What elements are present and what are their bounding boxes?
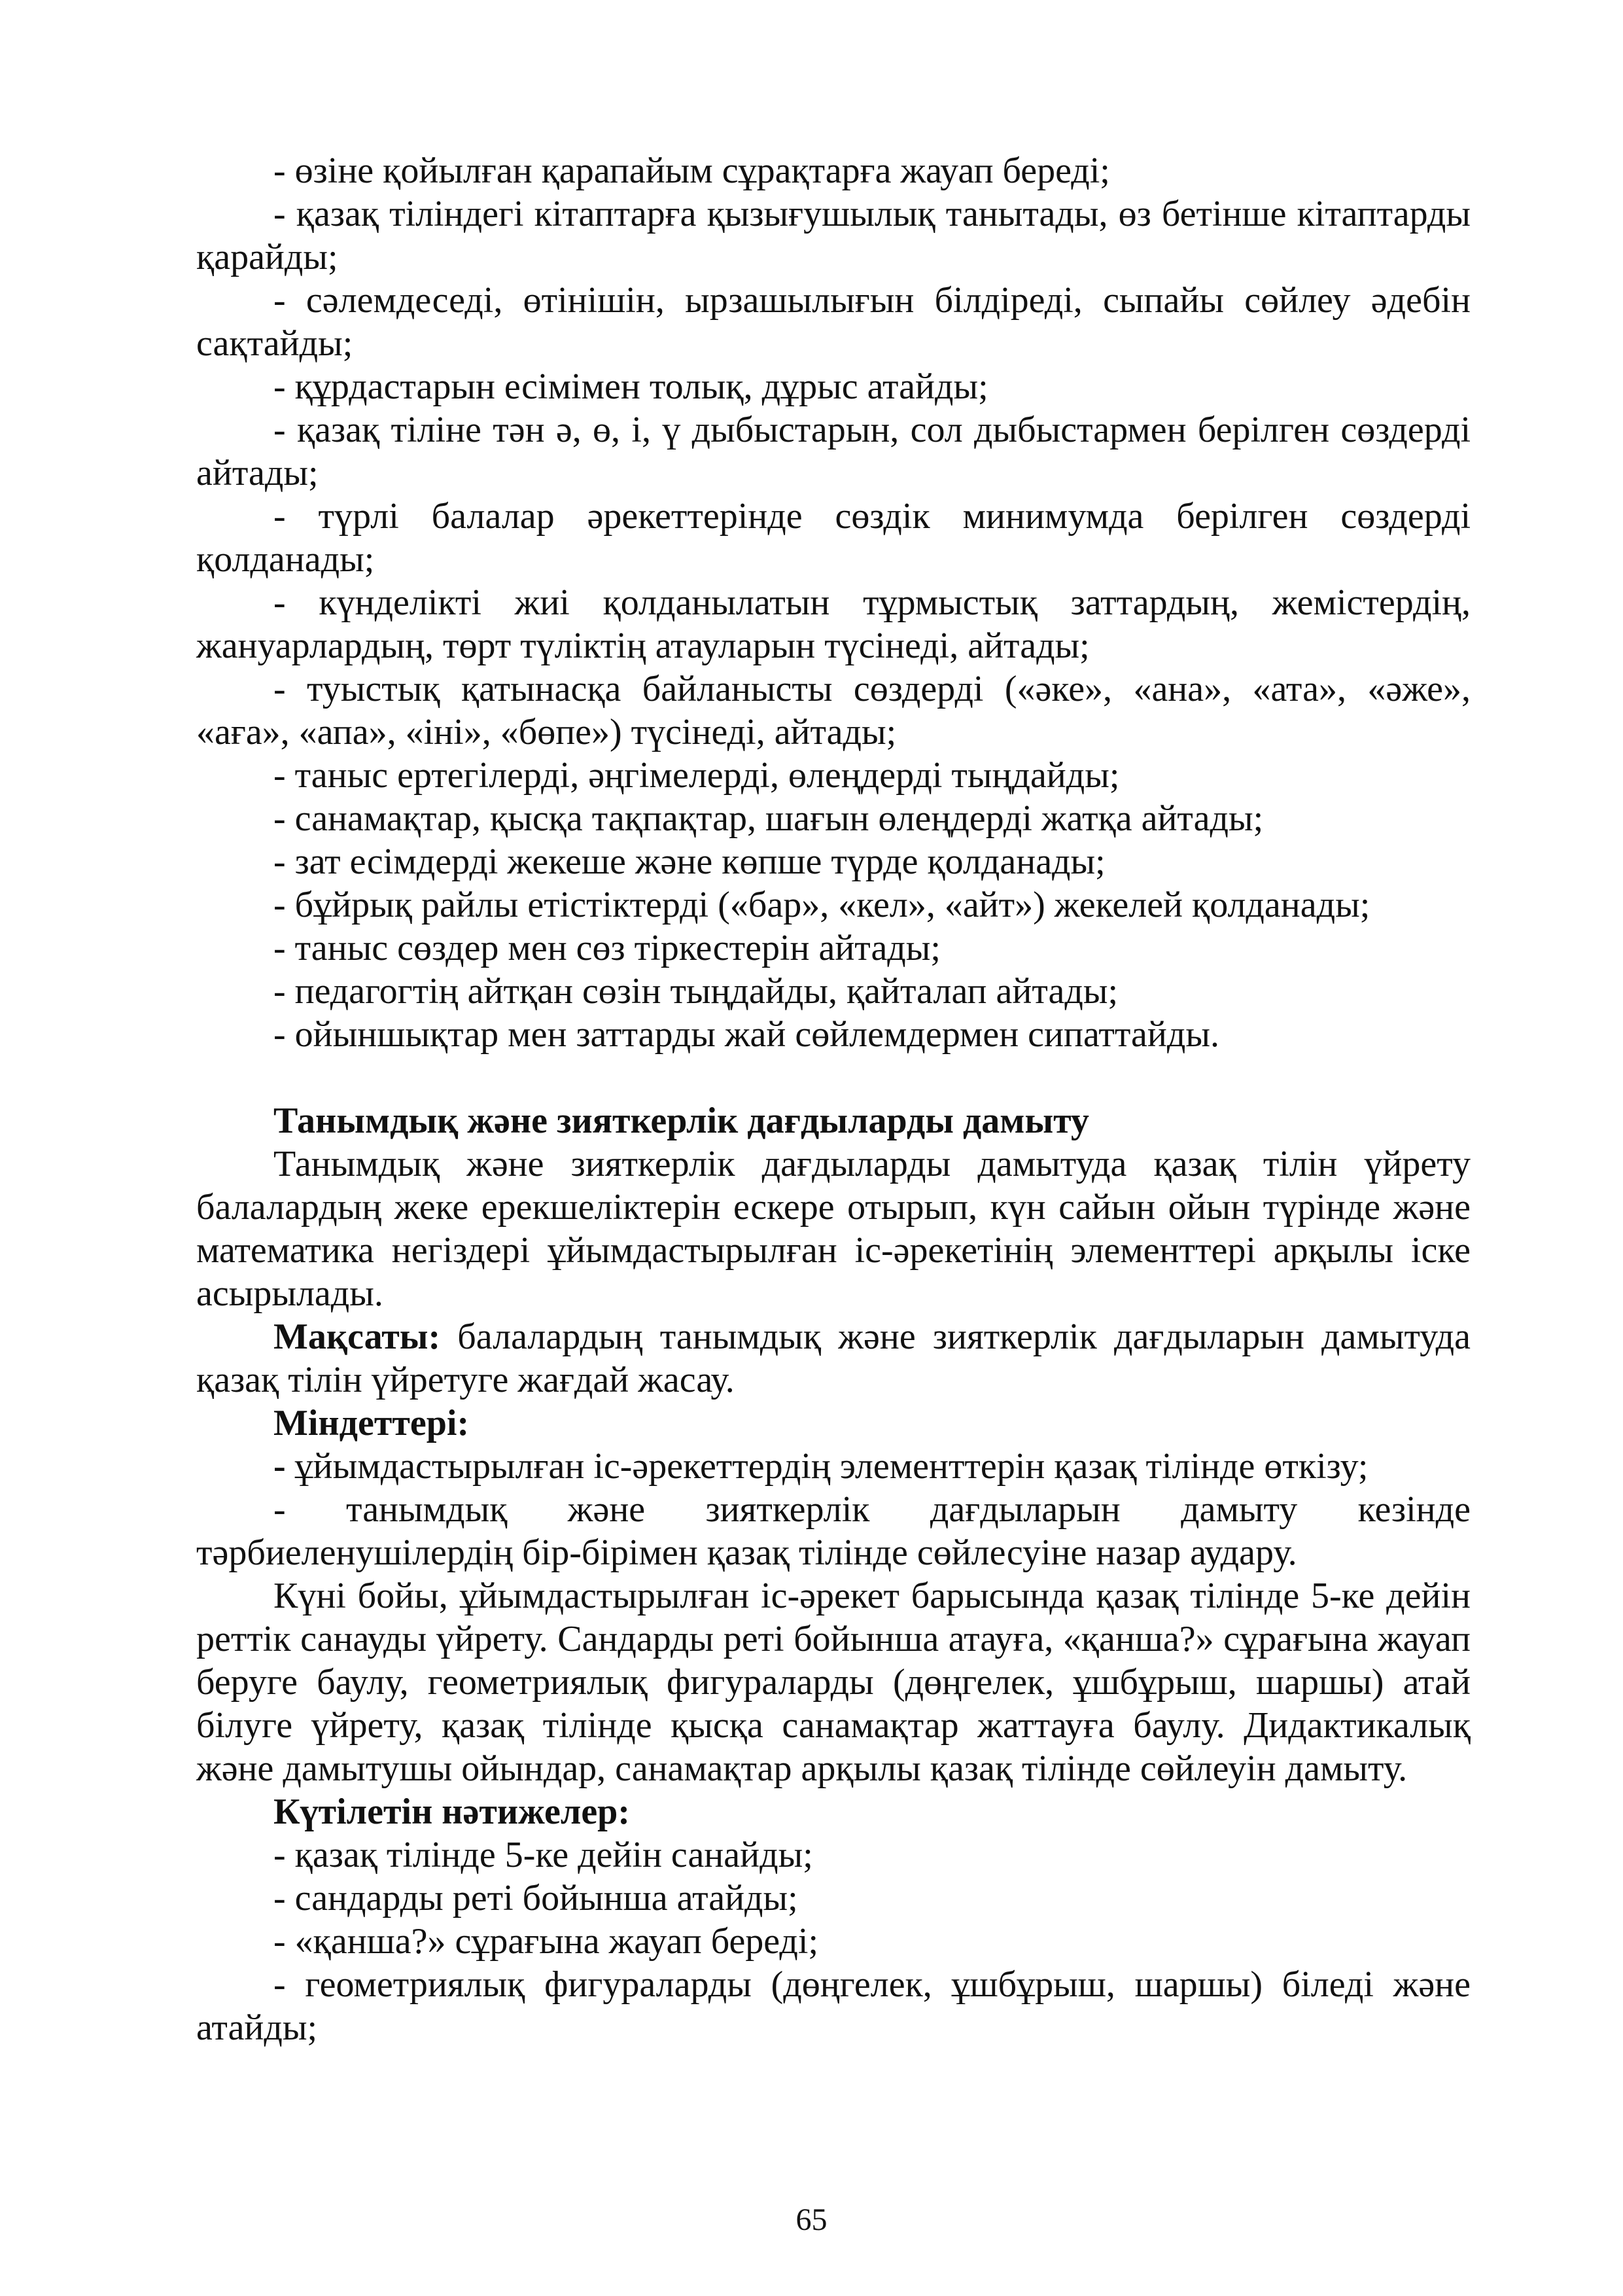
list-item: - өзіне қойылған қарапайым сұрақтарға жауап береді; [273,150,1110,191]
goal-paragraph [196,1315,1471,1402]
list-item: - түрлі балалар әрекеттерінде сөздік минимумда берілген сөздерді қолданады; [196,496,1471,580]
document-page [196,149,1471,2049]
task-dash: - [273,1446,286,1487]
list-item: - санамақтар, қысқа тақпақтар, шағын өлеңдерді жатқа айтады; [273,798,1264,839]
list-item: - құрдастарын есімімен толық, дұрыс атайды; [273,366,988,407]
section-heading: Танымдық және зияткерлік дағдыларды дамыту [273,1101,1089,1141]
tasks-label: Міндеттері: [273,1403,470,1443]
list-item: - педагогтің айтқан сөзін тыңдайды, қайталап айтады; [273,971,1119,1012]
body-paragraph: Күні бойы, ұйымдастырылған іс-әрекет барысында қазақ тілінде 5-ке дейін реттік санауды үйрету. Сандарды реті бойынша атауға, «қанша?» сұрағына жауап беруге баулу, геометриялық фигураларды (дөңгелек, ұшбұрыш, шаршы) атай білуге үйрету, қазақ тілінде қысқа санамақтар жаттауға баулу. Дидактикалық және дамытушы ойындар, санамақтар арқылы қазақ тілінде сөйлеуін дамыту. [196,1576,1471,1789]
list-item: - таныс сөздер мен сөз тіркестерін айтады; [273,928,941,968]
result-item: - қазақ тілінде 5-ке дейін санайды; [273,1835,813,1875]
goal-label: Мақсаты: [273,1316,441,1357]
task-item [196,1445,1471,1488]
list-item: - зат есімдерді жекеше және көпше түрде қолданады; [273,841,1106,882]
task-item: - танымдық және зияткерлік дағдыларын дамыту кезінде тәрбиеленушілердің бір-бірімен қазақ тілінде сөйлесуіне назар аудару. [196,1489,1471,1573]
list-item: - сәлемдеседі, өтінішін, ырзашылығын білдіреді, сыпайы сөйлеу әдебін сақтайды; [196,280,1471,364]
result-item: - «қанша?» сұрағына жауап береді; [273,1921,819,1962]
result-item: - сандарды реті бойынша атайды; [273,1878,798,1918]
list-item: - қазақ тіліне тән ә, ө, і, ү дыбыстарын, сол дыбыстармен берілген сөздерді айтады; [196,410,1471,493]
page-number: 65 [795,2202,828,2237]
list-item: - күнделікті жиі қолданылатын тұрмыстық заттардың, жемістердің, жануарлардың, төрт түліктің атауларын түсінеді, айтады; [196,582,1471,666]
goal-text: балалардың танымдық және зияткерлік дағдыларын дамытуда қазақ тілін үйретуге жағдай жасау. [196,1316,1471,1400]
result-item: - геометриялық фигураларды (дөңгелек, ұшбұрыш, шаршы) біледі және атайды; [196,1964,1471,2048]
list-item: - қазақ тіліндегі кітаптарға қызығушылық танытады, өз бетінше кітаптарды қарайды; [196,194,1471,277]
task-text: ұйымдастырылған іс-әрекеттердің элементтерін қазақ тілінде өткізу; [285,1446,1369,1487]
list-item: - бұйрық райлы етістіктерді («бар», «кел», «айт») жекелей қолданады; [273,885,1370,925]
list-item: - туыстық қатынасқа байланысты сөздерді («әке», «ана», «ата», «әже», «аға», «апа», «іні», «бөпе») түсінеді, айтады; [196,669,1471,752]
list-item: - ойыншықтар мен заттарды жай сөйлемдермен сипаттайды. [273,1014,1219,1055]
results-label: Күтілетін нәтижелер: [273,1792,630,1832]
section-spacer [196,1056,1471,1099]
section-intro: Танымдық және зияткерлік дағдыларды дамытуда қазақ тілін үйрету балалардың жеке ерекшеліктерін ескере отырып, күн сайын ойын түрінде және математика негіздері ұйымдастырылған іс-әрекетінің элементтері арқылы іске асырылады. [196,1144,1471,1314]
list-item: - таныс ертегілерді, әңгімелерді, өлеңдерді тыңдайды; [273,755,1120,796]
